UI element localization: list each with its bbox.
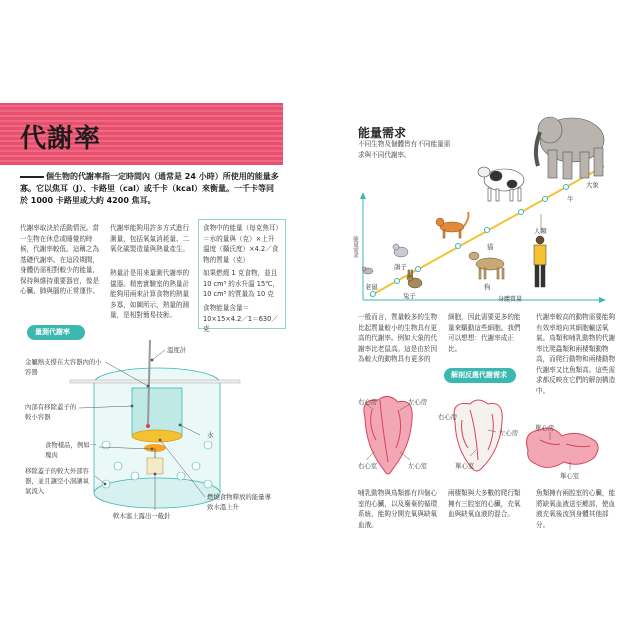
heart-caption-mammal: 哺乳動物與鳥類都有四個心室的心臟，以及廢棄的循環系統，能夠分開充氧與缺氧血液。: [358, 489, 438, 529]
label-thermometer: 溫度計: [167, 346, 187, 354]
animal-label-mouse: 老鼠: [365, 283, 378, 291]
animal-label-cow: 牛: [567, 195, 574, 203]
label-metal-inner: 金屬熱支撐在大容器內的小容器: [25, 358, 102, 376]
right-col1: 一般而言，質量較多的生物比起質量較小的生物具有更高的代謝率。例如大象的代謝率比老鼠高。這是由於因為較大的動物具有更多的: [358, 313, 438, 363]
axis-label-y: 能量需求: [352, 236, 358, 258]
left-col2a: 代謝率能夠用許多方式進行測量，包括氧氣消耗量、二氧化碳製造量與熱量產生。: [110, 224, 190, 253]
intro-text: 個生物的代謝率指一定時間內（通常是 24 小時）所使用的能量多寡。它以焦耳（J）、卡路里（cal）或千卡（kcal）來衡量。一千卡等同於 1000 卡路里或大約 4200 焦耳。: [20, 172, 279, 205]
label-removable-lid: 移除蓋子的較大外部容器，並且讓空小洞讓氧氣流入: [25, 467, 89, 495]
right-col2: 細胞，因此需要更多的能量來驅動這些細胞。我們可以想想：代謝率成正比。: [448, 313, 521, 353]
right-col3: 代謝率較高的動物需要能夠有效率地向其細胞輸送氧氣。鳥類和哺乳動物的代謝率比爬蟲類和兩棲類動物高，而爬行動物和兩棲動物代謝率又比魚類高。這些需求都反映在它們的解剖構造中。: [536, 313, 616, 395]
animal-label-cat: 貓: [487, 243, 494, 251]
heart-label-lv-1: 左心室: [408, 462, 428, 470]
heart-label-ra-2: 右心房: [438, 413, 458, 421]
subtitle-right: 不同生物及個體皆有不同能量需求與不同代謝率。: [358, 140, 451, 159]
animal-label-dog: 狗: [484, 283, 491, 291]
animal-label-pigeon: 鴿子: [394, 263, 407, 271]
label-water: 水: [207, 431, 214, 439]
animal-label-human: 人類: [534, 227, 547, 235]
heart-caption-amphibian: 兩棲類與大多數的爬行類擁有三腔室的心臟，充氧血與缺氧血液的混合。: [448, 489, 521, 518]
heart-label-rv-1: 右心室: [358, 462, 378, 470]
heart-label-v-3: 單心室: [560, 472, 580, 480]
label-food: 食物樣品，例如一塊肉: [45, 441, 97, 459]
heart-label-ra-1: 右心房: [358, 398, 378, 406]
page-title-left: 代謝率: [20, 124, 102, 154]
section-pill-left-label: 量測代謝率: [35, 328, 70, 336]
formula-text-1: 食物中的能量（每克焦耳）＝水的量與（克）×上升溫度（攝氏度）×4.2／食物的質量（克）: [203, 224, 279, 264]
label-burn: 燃燒食物釋放的能量導致水溫上升: [207, 493, 271, 511]
formula-text-2: 如果燃燒 1 克食物，並且 10 cm³ 的水升溫 15℃，10 cm³ 的質量為 10 克: [203, 269, 280, 298]
left-col2b: 熱量計是用來量測代謝率的儀器。精密實驗室的熱量計能夠用兩來計算食物的熱量多寡，如圖所示，熱量的測量，是相對簡易技術。: [110, 269, 190, 319]
formula-text-3: 食物能量含量＝10×15×4.2／1＝630／克: [203, 304, 278, 333]
heart-caption-fish: 魚類擁有兩腔室的心臟，能將缺氧血液送至鰓部，使血液充氧後流到身體其他部分。: [536, 489, 616, 529]
left-col1: 代謝率取決於活動情況。當一生物在休息或睡覺的時候，代謝率較低。這稱之為基礎代謝率。在這段期間，身體仍需相對較少的能量，保持與維持重要器官，像是心臟、肺與腦的正常運作。: [20, 224, 100, 295]
heart-label-v-2: 單心室: [455, 462, 475, 470]
animal-label-elephant: 大象: [586, 181, 599, 189]
section-pill-right-label: 解剖反應代謝需求: [451, 371, 507, 379]
page-title-right: 能量需求: [358, 126, 407, 140]
animal-label-rabbit: 兔子: [403, 292, 416, 300]
label-cork: 軟木塞上露出一截針: [113, 512, 171, 520]
axis-label-x: 身體質量: [498, 296, 523, 303]
label-lid: 內部有移除蓋子的較小容器: [25, 403, 77, 421]
heart-label-a-3: 單心房: [535, 424, 555, 432]
fish-heart-icon: [527, 428, 599, 468]
heart-label-la-1: 左心房: [408, 398, 428, 406]
heart-label-la-2: 左心房: [499, 429, 519, 437]
